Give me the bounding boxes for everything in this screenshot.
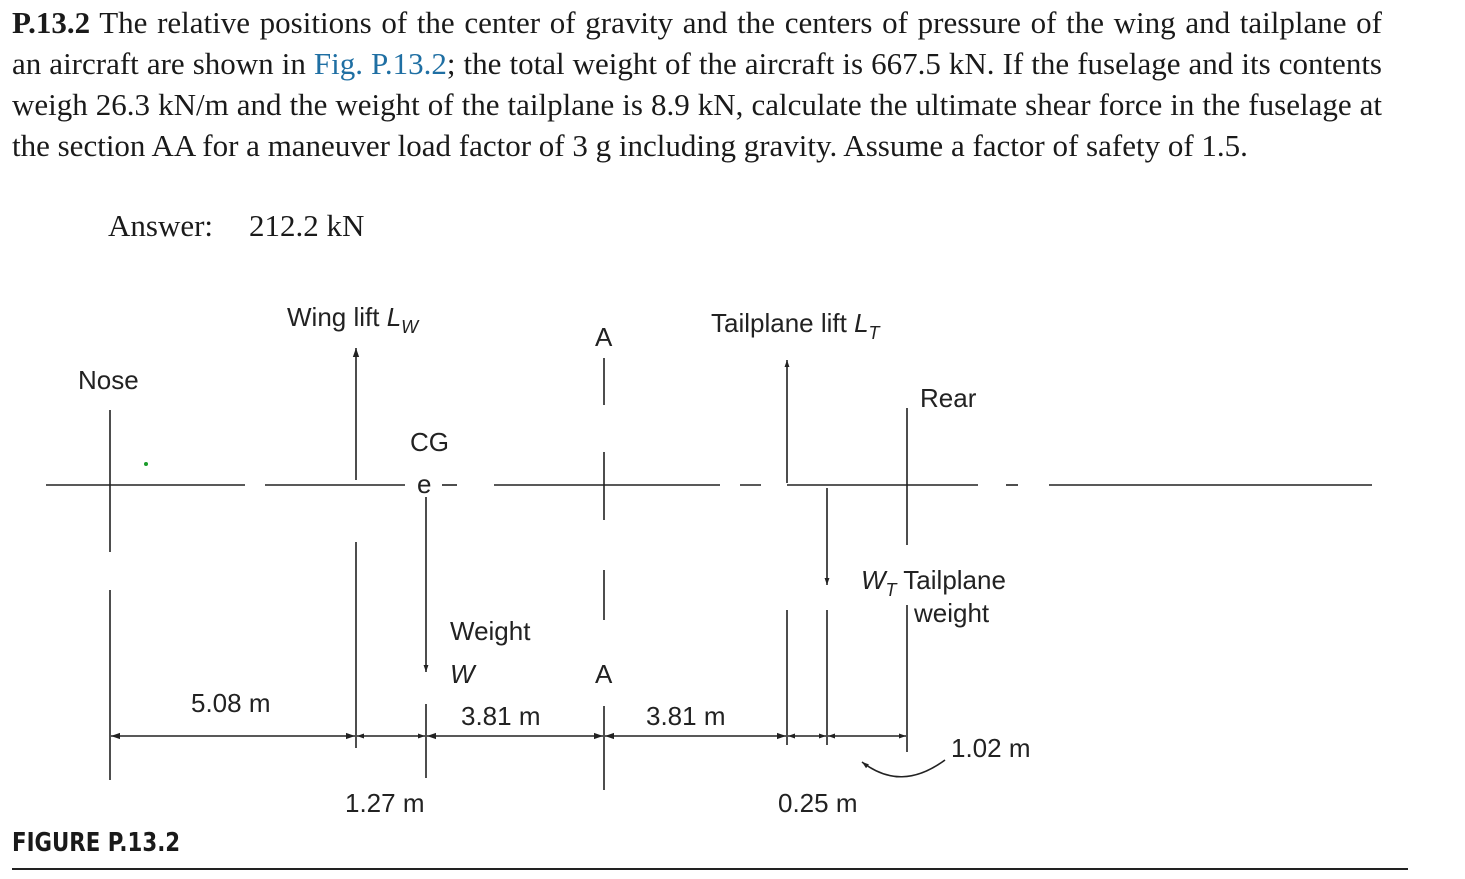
- weight-symbol: W: [450, 659, 475, 689]
- dimension-label-1-02: 1.02 m: [951, 733, 1031, 763]
- section-a-bottom-label: A: [595, 659, 613, 689]
- problem-number: P.13.2: [12, 5, 91, 40]
- section-a-top-label: A: [595, 322, 613, 352]
- tailplane-weight-label-line2: weight: [914, 598, 990, 628]
- dimension-label-3-81-a: 3.81 m: [461, 701, 541, 731]
- cg-marker: e: [417, 469, 432, 499]
- figure-caption: FIGURE P.13.2: [12, 828, 181, 858]
- green-speck: [144, 462, 148, 466]
- tailplane-weight-label: $W_T$ Tailplane: [861, 565, 1006, 600]
- problem-text-part-1: The relative positions of the center of gravity and the centers of pressure of the wing and tailplane of an aircraft are shown in: [12, 5, 1382, 81]
- wing-lift-label: Wing lift $L_W$: [287, 302, 419, 337]
- dimension-label-5-08: 5.08 m: [191, 688, 271, 718]
- dimension-label-3-81-b: 3.81 m: [646, 701, 726, 731]
- problem-text-part-2: ; the total weight of the aircraft is 667.5 kN. If the fuselage and its contents weigh 26.3 kN/m and the weight of the tailplane is 8.9 kN, calculate the ultimate shear force in the fuselage at the section AA for a maneuver load factor of 3 g including gravity. Assume a factor of safety of 1.5.: [12, 46, 1382, 163]
- figure-reference-link[interactable]: Fig. P.13.2: [313, 46, 447, 81]
- cg-label: CG: [410, 427, 449, 457]
- answer-value: 212.2 kN: [249, 208, 365, 243]
- answer-label: Answer:: [108, 208, 214, 243]
- tailplane-lift-label: Tailplane lift $L_T$: [711, 308, 880, 343]
- nose-label: Nose: [78, 365, 139, 395]
- weight-label: Weight: [450, 616, 531, 646]
- caption-rule: [12, 868, 1408, 870]
- leader-curve-1-02: [862, 760, 945, 777]
- dimension-label-0-25: 0.25 m: [778, 788, 858, 818]
- rear-label: Rear: [920, 383, 977, 413]
- dimension-label-1-27: 1.27 m: [345, 788, 425, 818]
